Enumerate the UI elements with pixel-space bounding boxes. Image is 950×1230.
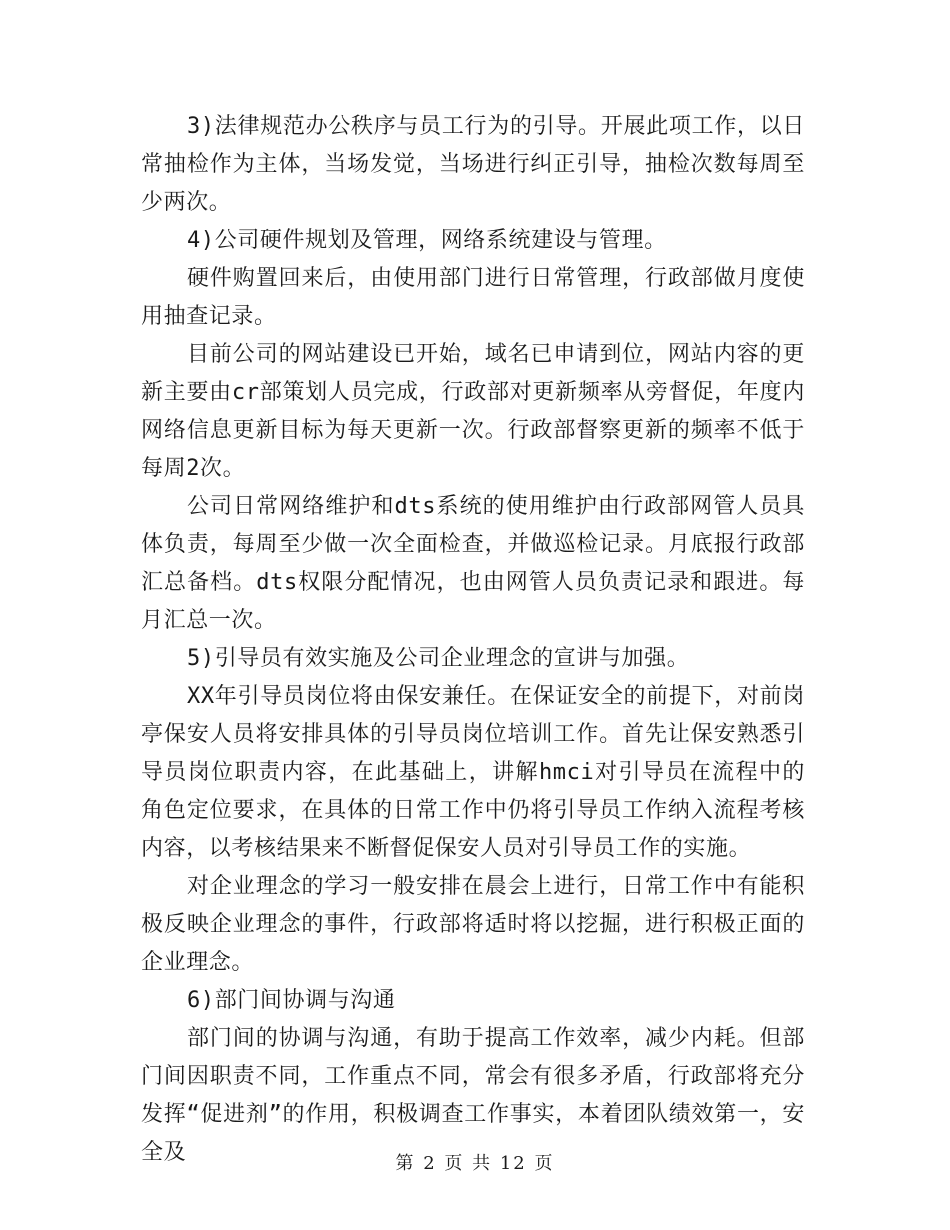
paragraph-corporate-philosophy: 对企业理念的学习一般安排在晨会上进行，日常工作中有能积极反映企业理念的事件，行政部将适时将以挖掘，进行积极正面的企业理念。 [141,874,805,975]
paragraph-coordination: 部门间的协调与沟通，有助于提高工作效率，减少内耗。但部门间因职责不同，工作重点不同，常会有很多矛盾，行政部将充分发挥“促进剂”的作用，积极调查工作事实，本着团队绩效第一，安全及 [141,1026,805,1165]
page-number-footer: 第 2 页 共 12 页 [395,1153,555,1174]
paragraph-network-maintenance: 公司日常网络维护和dts系统的使用维护由行政部网管人员具体负责，每周至少做一次全面检查，并做巡检记录。月底报行政部汇总备档。dts权限分配情况，也由网管人员负责记录和跟进。每月汇总一次。 [141,494,805,633]
paragraph-section-5-heading: 5)引导员有效实施及公司企业理念的宣讲与加强。 [187,646,690,671]
paragraph-section-6-heading: 6)部门间协调与沟通 [187,988,396,1013]
document-body [141,108,805,1172]
paragraph-section-3: 3)法律规范办公秩序与员工行为的引导。开展此项工作，以日常抽检作为主体，当场发觉，当场进行纠正引导，抽检次数每周至少两次。 [141,114,805,215]
paragraph-guide-staff: XX年引导员岗位将由保安兼任。在保证安全的前提下，对前岗亭保安人员将安排具体的引导员岗位培训工作。首先让保安熟悉引导员岗位职责内容，在此基础上，讲解hmci对引导员在流程中的角色定位要求，在具体的日常工作中仍将引导员工作纳入流程考核内容，以考核结果来不断督促保安人员对引导员工作的实施。 [141,684,805,861]
paragraph-hardware: 硬件购置回来后，由使用部门进行日常管理，行政部做月度使用抽查记录。 [141,266,805,329]
paragraph-section-4-heading: 4)公司硬件规划及管理，网络系统建设与管理。 [187,228,667,253]
paragraph-website: 目前公司的网站建设已开始，域名已申请到位，网站内容的更新主要由cr部策划人员完成，行政部对更新频率从旁督促，年度内网络信息更新目标为每天更新一次。行政部督察更新的频率不低于每周2次。 [141,342,805,481]
